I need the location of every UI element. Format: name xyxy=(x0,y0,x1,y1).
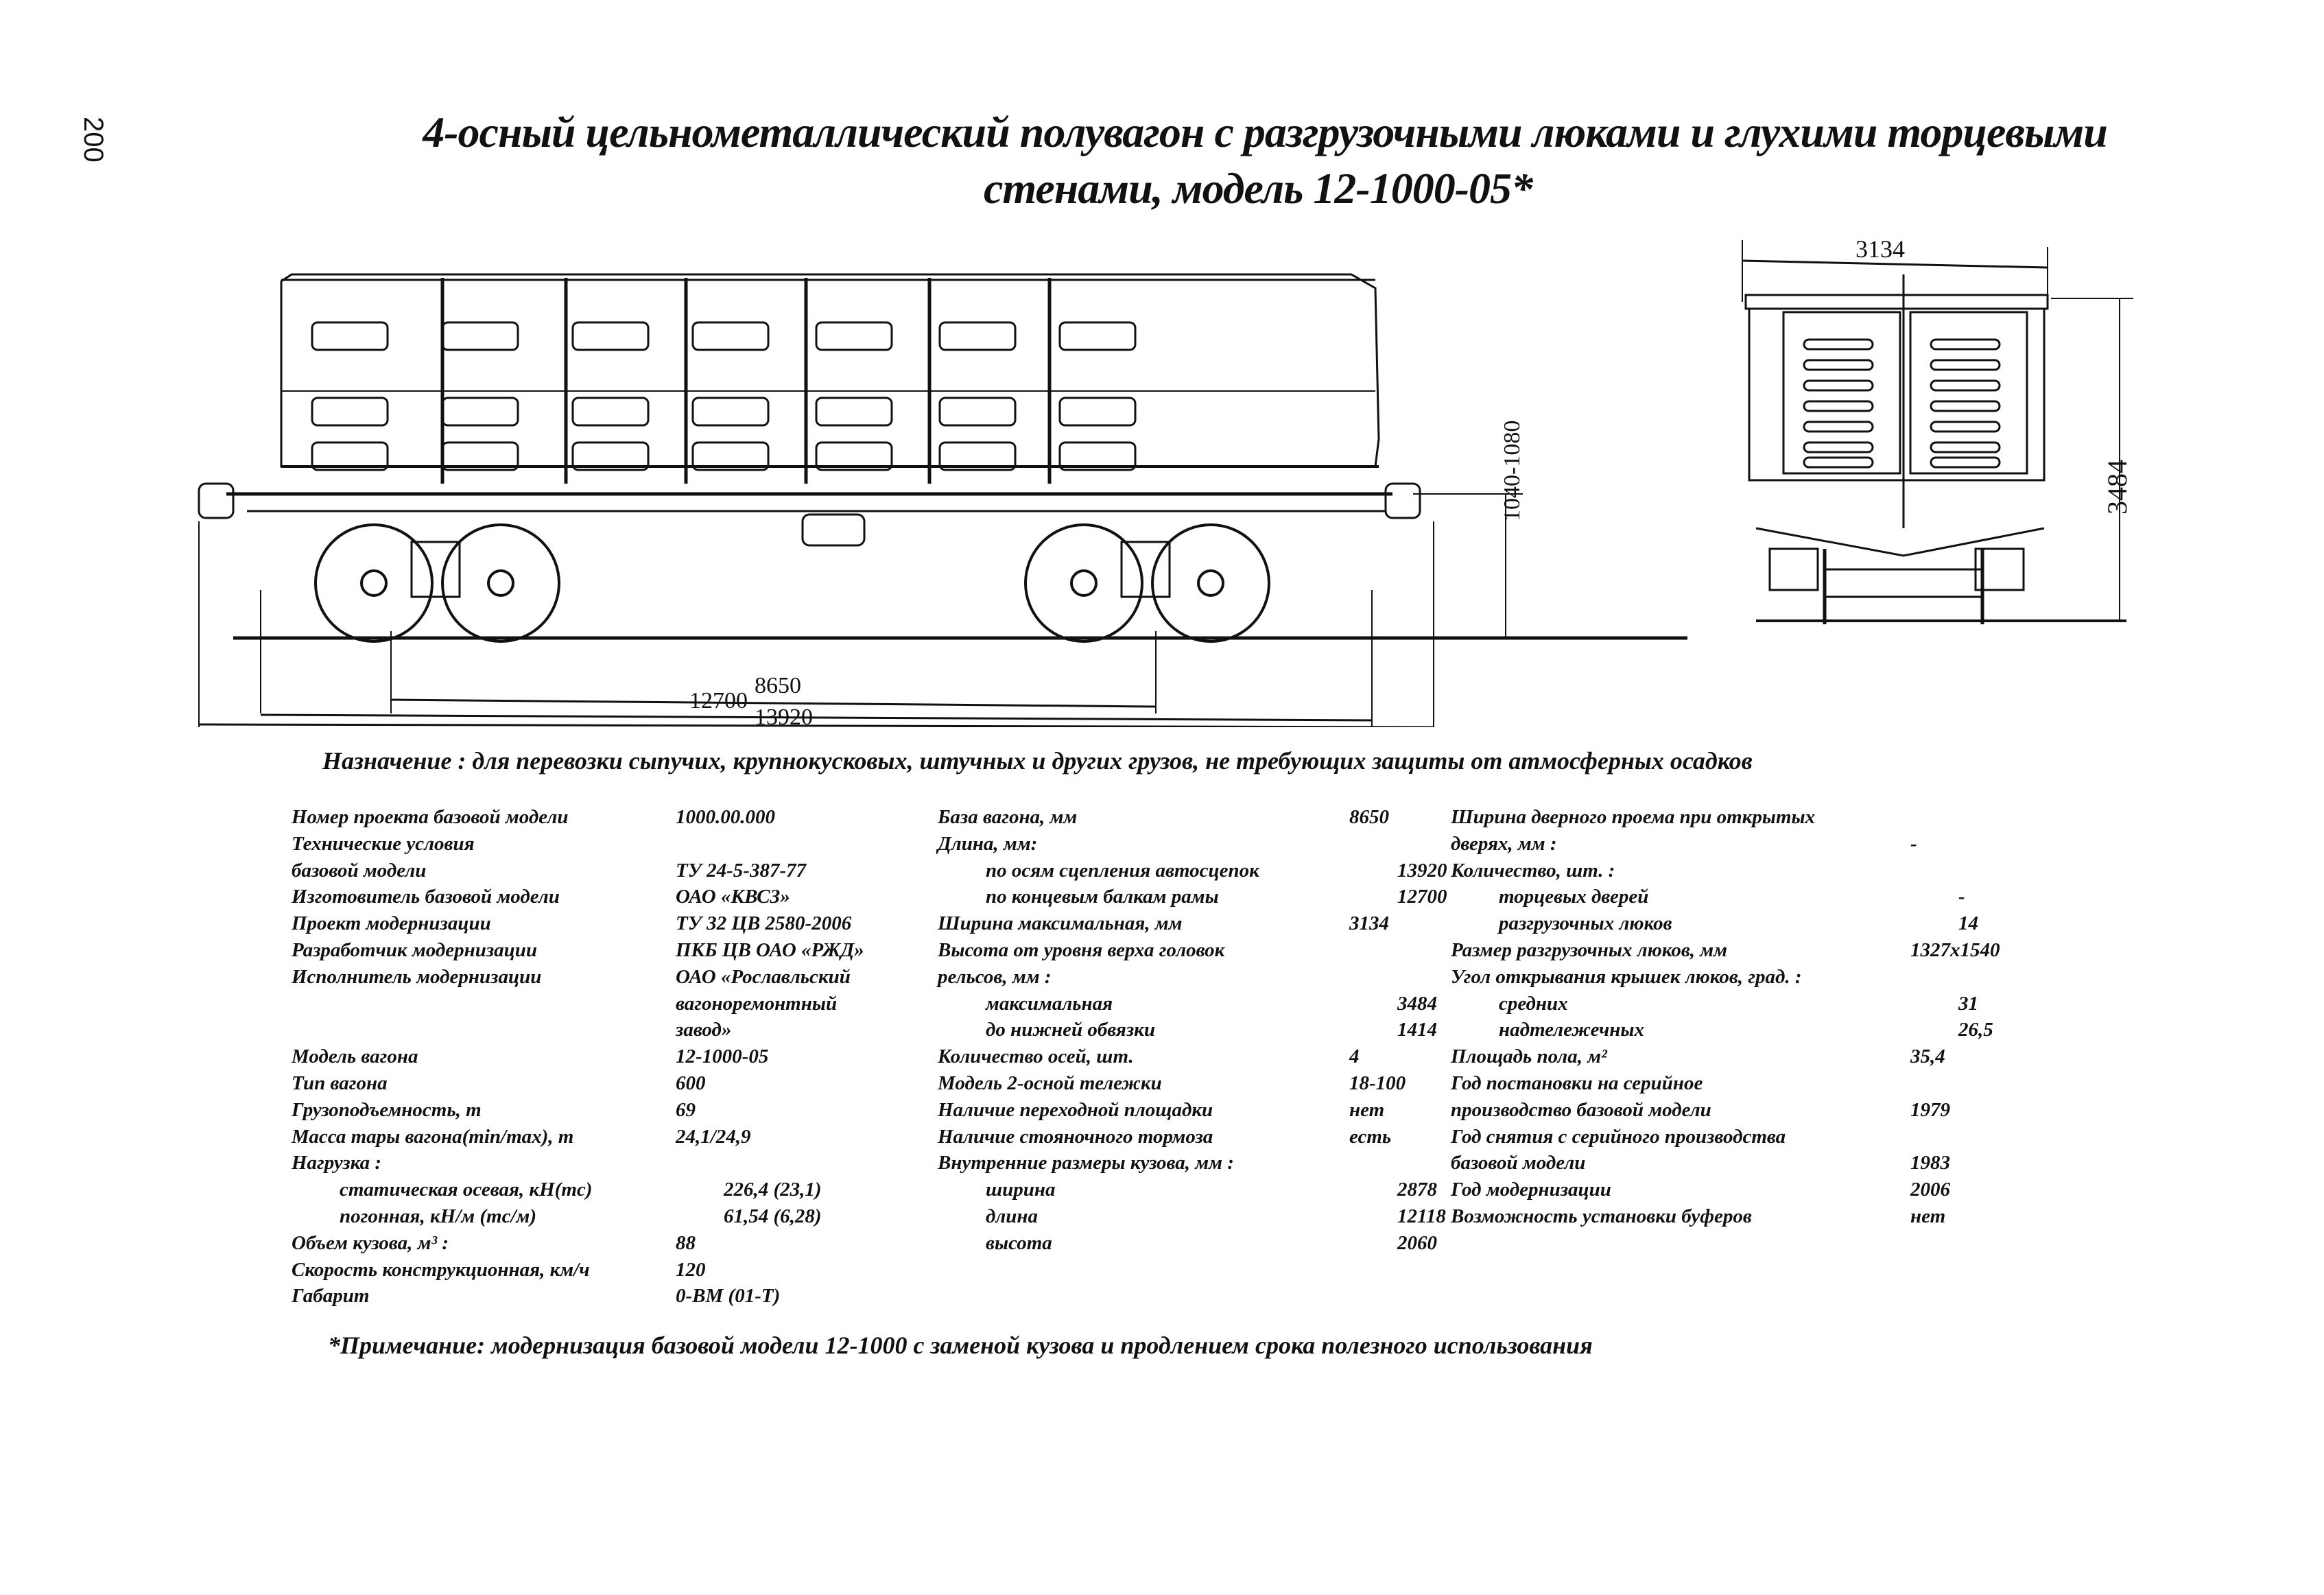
spec-label: статическая осевая, кН(тс) xyxy=(340,1179,593,1201)
spec-row xyxy=(938,910,1447,937)
spec-row xyxy=(292,1043,864,1070)
spec-row xyxy=(1451,884,2000,910)
purpose-text: Назначение : для перевозки сыпучих, крупнокусковых, штучных и других грузов, не требующих защиты от атмосферных осадков xyxy=(322,747,1753,775)
spec-row xyxy=(1451,1177,2000,1203)
spec-label: Разработчик модернизации xyxy=(292,938,538,961)
spec-label: Грузоподъемность, т xyxy=(292,1098,482,1121)
spec-row xyxy=(292,884,864,910)
spec-value: вагоноремонтный xyxy=(676,992,838,1015)
spec-value: 1414 xyxy=(1397,1019,1437,1041)
spec-row xyxy=(938,1203,1447,1230)
dim-end-height-label: 3484 xyxy=(2102,460,2133,515)
spec-row xyxy=(292,1070,864,1097)
spec-row xyxy=(292,831,864,858)
spec-label: до нижней обвязки xyxy=(986,1019,1155,1041)
spec-row xyxy=(292,1177,864,1203)
spec-label: Наличие стояночного тормоза xyxy=(938,1125,1213,1148)
spec-label: Габарит xyxy=(292,1285,370,1308)
title-line-1: 4-осный цельнометаллический полувагон с разгрузочными люками и глухими торцевыми xyxy=(423,108,2107,156)
spec-label: разгрузочных люков xyxy=(1499,912,1672,935)
spec-value: 88 xyxy=(676,1231,696,1254)
spec-label: по концевым балкам рамы xyxy=(986,886,1219,908)
spec-value: 31 xyxy=(1958,992,1978,1015)
spec-label: Модель вагона xyxy=(292,1045,418,1068)
spec-value: 14 xyxy=(1958,912,1978,935)
specs-column-3 xyxy=(1451,804,2000,1230)
spec-row xyxy=(938,858,1447,884)
footnote: *Примечание: модернизация базовой модели 12-1000 с заменой кузова и продлением срока полезного использования xyxy=(328,1332,1593,1359)
spec-label: средних xyxy=(1499,992,1568,1015)
spec-row xyxy=(292,858,864,884)
spec-value: ПКБ ЦВ ОАО «РЖД» xyxy=(676,938,864,961)
dim-width-label: 3134 xyxy=(1855,235,1905,263)
spec-label: максимальная xyxy=(986,992,1113,1015)
spec-label: Нагрузка : xyxy=(292,1152,382,1174)
spec-label: Год постановки на серийное xyxy=(1451,1072,1703,1094)
spec-value: 226,4 (23,1) xyxy=(724,1179,822,1201)
spec-value: 3134 xyxy=(1349,912,1389,935)
spec-label: Высота от уровня верха головок xyxy=(938,938,1225,961)
specs-column-1 xyxy=(292,804,864,1310)
spec-row xyxy=(938,1017,1447,1043)
page-title xyxy=(0,104,2324,217)
spec-label: Внутренние размеры кузова, мм : xyxy=(938,1152,1234,1174)
spec-value: 61,54 (6,28) xyxy=(724,1205,822,1227)
spec-value: 13920 xyxy=(1397,859,1447,882)
spec-row xyxy=(1451,1124,2000,1150)
spec-label: рельсов, мм : xyxy=(938,965,1052,988)
spec-row xyxy=(292,910,864,937)
spec-label: базовой модели xyxy=(292,859,427,882)
spec-row xyxy=(292,1124,864,1150)
spec-value: нет xyxy=(1910,1205,1946,1227)
spec-value: 8650 xyxy=(1349,806,1389,828)
spec-row xyxy=(292,1150,864,1177)
spec-row xyxy=(1451,1203,2000,1230)
spec-label: Технические условия xyxy=(292,832,475,855)
spec-row xyxy=(1451,1043,2000,1070)
spec-label: Наличие переходной площадки xyxy=(938,1098,1213,1121)
spec-row xyxy=(938,1177,1447,1203)
spec-value: 12-1000-05 xyxy=(676,1045,769,1068)
spec-row xyxy=(1451,910,2000,937)
spec-value: ОАО «КВСЗ» xyxy=(676,886,790,908)
spec-label: длина xyxy=(986,1205,1038,1227)
spec-row xyxy=(292,991,864,1017)
spec-label: Изготовитель базовой модели xyxy=(292,886,560,908)
spec-value: ОАО «Рославльский xyxy=(676,965,851,988)
spec-row xyxy=(1451,1017,2000,1043)
spec-label: Ширина максимальная, мм xyxy=(938,912,1183,935)
dim-coupler-label: 13920 xyxy=(755,705,813,727)
spec-value: 18-100 xyxy=(1349,1072,1406,1094)
spec-label: Проект модернизации xyxy=(292,912,491,935)
spec-label: по осям сцепления автосцепок xyxy=(986,859,1259,882)
spec-value: 12118 xyxy=(1397,1205,1446,1227)
spec-row xyxy=(292,964,864,991)
spec-value: завод» xyxy=(676,1019,732,1041)
spec-label: базовой модели xyxy=(1451,1152,1586,1174)
spec-row xyxy=(1451,991,2000,1017)
spec-row xyxy=(1451,1070,2000,1097)
spec-row xyxy=(292,1257,864,1284)
spec-label: ширина xyxy=(986,1179,1056,1201)
spec-row xyxy=(292,1283,864,1310)
spec-value: 1983 xyxy=(1910,1152,1950,1174)
spec-label: Тип вагона xyxy=(292,1072,388,1094)
spec-value: 2060 xyxy=(1397,1231,1437,1254)
spec-value: 2006 xyxy=(1910,1179,1950,1201)
spec-value: 69 xyxy=(676,1098,696,1121)
spec-label: Размер разгрузочных люков, мм xyxy=(1451,938,1728,961)
spec-label: Ширина дверного проема при открытых xyxy=(1451,806,1816,828)
spec-label: Масса тары вагона(min/max), т xyxy=(292,1125,574,1148)
spec-row xyxy=(938,1043,1447,1070)
spec-label: Длина, мм: xyxy=(938,832,1038,855)
spec-value: ТУ 32 ЦВ 2580-2006 xyxy=(676,912,852,935)
specs-column-2 xyxy=(938,804,1447,1257)
spec-label: Исполнитель модернизации xyxy=(292,965,542,988)
dim-base-label: 8650 xyxy=(755,673,801,698)
spec-value: 4 xyxy=(1349,1045,1360,1068)
spec-label: погонная, кН/м (тс/м) xyxy=(340,1205,537,1227)
spec-value: 26,5 xyxy=(1958,1019,1993,1041)
title-line-2: стенами, модель 12-1000-05* xyxy=(984,164,1532,213)
spec-label: Год снятия с серийного производства xyxy=(1451,1125,1786,1148)
spec-row xyxy=(938,937,1447,964)
spec-label: Скорость конструкционная, км/ч xyxy=(292,1258,590,1281)
dim-frame-label: 12700 xyxy=(689,688,748,713)
spec-label: База вагона, мм xyxy=(938,806,1078,828)
spec-row xyxy=(292,1203,864,1230)
spec-row xyxy=(938,1070,1447,1097)
spec-label: производство базовой модели xyxy=(1451,1098,1711,1121)
spec-label: торцевых дверей xyxy=(1499,886,1649,908)
spec-label: высота xyxy=(986,1231,1052,1254)
spec-row xyxy=(1451,1097,2000,1124)
spec-row xyxy=(938,804,1447,831)
spec-label: Угол открывания крышек люков, град. : xyxy=(1451,965,1802,988)
spec-value: 35,4 xyxy=(1910,1045,1945,1068)
spec-value: 0-ВМ (01-Т) xyxy=(676,1285,781,1308)
spec-value: 1327х1540 xyxy=(1910,938,2000,961)
spec-value: 24,1/24,9 xyxy=(676,1125,751,1148)
spec-row xyxy=(938,1150,1447,1177)
spec-value: 3484 xyxy=(1397,992,1437,1015)
spec-row xyxy=(292,1097,864,1124)
spec-label xyxy=(292,991,676,1017)
spec-value: ТУ 24-5-387-77 xyxy=(676,859,807,882)
spec-row xyxy=(938,991,1447,1017)
spec-label xyxy=(292,1017,676,1043)
spec-value: есть xyxy=(1349,1125,1392,1148)
spec-label: Номер проекта базовой модели xyxy=(292,806,569,828)
spec-row xyxy=(938,964,1447,991)
side-view-drawing xyxy=(178,261,1708,727)
spec-row xyxy=(292,937,864,964)
spec-value: - xyxy=(1958,886,1965,908)
spec-row xyxy=(292,1230,864,1257)
spec-row xyxy=(1451,1150,2000,1177)
page-number: 200 xyxy=(78,117,108,163)
spec-row xyxy=(1451,858,2000,884)
spec-row xyxy=(938,1097,1447,1124)
spec-value: 2878 xyxy=(1397,1179,1437,1201)
spec-row xyxy=(1451,964,2000,991)
spec-value: 600 xyxy=(676,1072,706,1094)
dim-height-label: 1040-1080 xyxy=(1499,420,1525,521)
spec-row xyxy=(938,884,1447,910)
spec-value: 12700 xyxy=(1397,886,1447,908)
spec-label: Площадь пола, м² xyxy=(1451,1045,1607,1068)
spec-label: Год модернизации xyxy=(1451,1179,1611,1201)
spec-row xyxy=(938,1124,1447,1150)
spec-row xyxy=(292,804,864,831)
spec-value: нет xyxy=(1349,1098,1385,1121)
spec-value: 1979 xyxy=(1910,1098,1950,1121)
spec-row xyxy=(938,831,1447,858)
spec-label: дверях, мм : xyxy=(1451,832,1557,855)
spec-label: Количество, шт. : xyxy=(1451,859,1615,882)
spec-row xyxy=(292,1017,864,1043)
spec-label: Объем кузова, м³ : xyxy=(292,1231,449,1254)
spec-value: 1000.00.000 xyxy=(676,806,775,828)
spec-row xyxy=(1451,937,2000,964)
end-view-drawing xyxy=(1729,226,2168,631)
spec-row xyxy=(1451,831,2000,858)
spec-label: Количество осей, шт. xyxy=(938,1045,1134,1068)
spec-value: 120 xyxy=(676,1258,706,1281)
spec-label: Модель 2-осной тележки xyxy=(938,1072,1162,1094)
spec-row xyxy=(938,1230,1447,1257)
spec-row xyxy=(1451,804,2000,831)
spec-label: надтележечных xyxy=(1499,1019,1645,1041)
spec-label: Возможность установки буферов xyxy=(1451,1205,1752,1227)
spec-value: - xyxy=(1910,832,1917,855)
